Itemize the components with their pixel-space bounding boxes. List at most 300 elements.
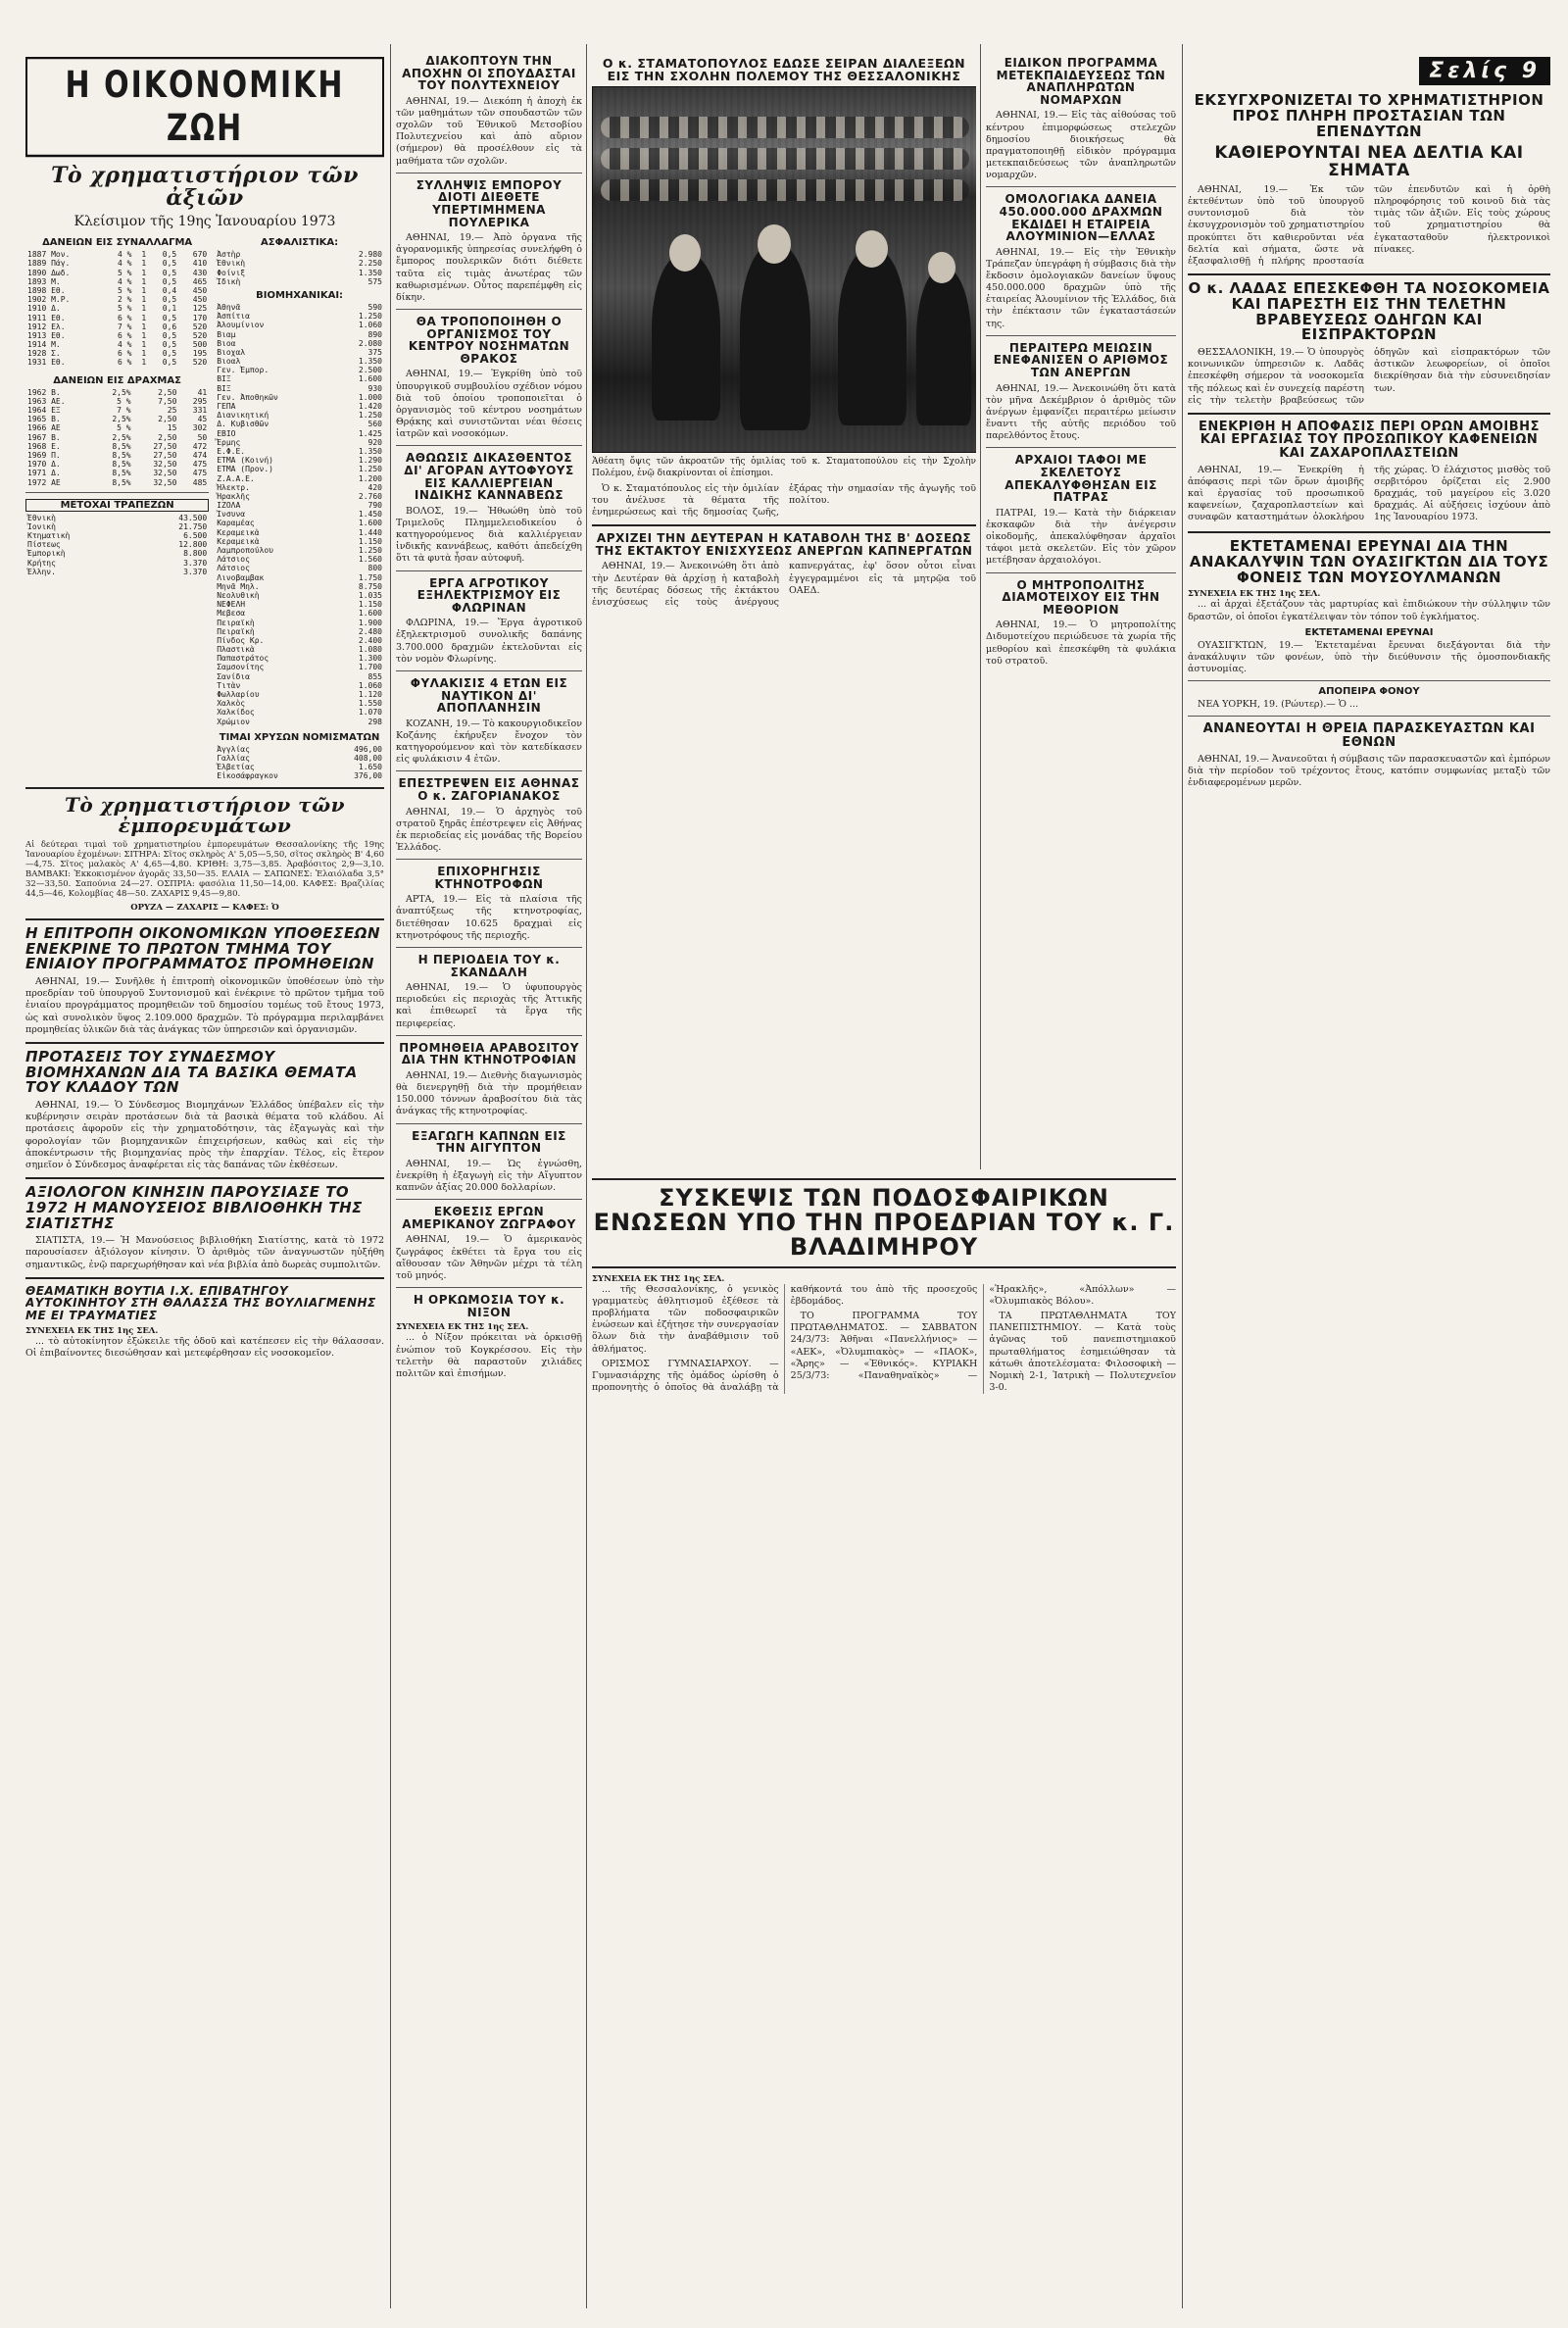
- students-headline: ΔΙΑΚΟΠΤΟΥΝ ΤΗΝ ΑΠΟΧΗΝ ΟΙ ΣΠΟΥΔΑΣΤΑΙ ΤΟΥ ΠΟΛΥΤΕΧΝΕΙΟΥ: [402, 54, 576, 93]
- proposals-text: ΑΘΗΝΑΙ, 19.— Ὁ Σύνδεσμος Βιομηχάνων Ἑλλάδος ὑπέβαλεν εἰς τὴν κυβέρνησιν σειρὰν προτάσεων διὰ τὰ βασικὰ θέματα τοῦ κλάδου. Αἱ προτάσεις ἀφοροῦν εἰς τὴν χρηματοδότησιν, τὰς ἐξαγωγὰς καὶ τὴν φορολογίαν τῶν βιομηχανικῶν ἐπιχειρήσεων, καθὼς καὶ εἰς τὴν ἀποκέντρωσιν τῆς βιομηχανίας πρὸς τὴν ἐπαρχίαν. Τέλος, εἰς ἕτερον σημεῖον ὁ Σύνδεσμος ἀναφέρεται εἰς τὰς δαπάνας τῶν ἐκθέσεων.: [25, 1100, 384, 1170]
- loans-dr-row-cell: 1963 ΑΕ.: [27, 396, 66, 406]
- industrial-row-cell: 1.290: [358, 456, 382, 466]
- loans-dr-row: [25, 415, 209, 423]
- ladas-headline: Ο κ. ΛΑΔΑΣ ΕΠΕΣΚΕΦΘΗ ΤΑ ΝΟΣΟΚΟΜΕΙΑ ΚΑΙ ΠΑΡΕΣΤΗ ΕΙΣ ΤΗΝ ΤΕΛΕΤΗΝ ΒΡΑΒΕΥΣΕΩΣ ΟΔΗΓΩΝ ΚΑΙ ΕΙΣΠΡΑΚΤΟΡΩΝ: [1188, 279, 1550, 344]
- bank-share-row: [25, 549, 209, 558]
- loans-fx-row-cell: 1: [141, 322, 147, 331]
- industrial-row: [215, 600, 384, 609]
- industrial-row-cell: Καραμέας: [217, 519, 255, 528]
- painter-headline: ΕΚΘΕΣΙΣ ΕΡΓΩΝ ΑΜΕΡΙΚΑΝΟΥ ΖΩΓΡΑΦΟΥ: [402, 1205, 576, 1231]
- industrial-row-cell: 1.600: [358, 374, 382, 384]
- loans-dr-row-cell: 1967 Β.: [27, 432, 61, 442]
- industrial-table: [215, 303, 384, 726]
- loans-fx-row-cell: 4 %: [117, 259, 132, 269]
- football-paragraph-c: ΤΟ ΠΡΟΓΡΑΜΜΑ ΤΟΥ ΠΡΩΤΑΘΛΗΜΑΤΟΣ. — ΣΑΒΒΑΤΟΝ 24/3/73: Ἀθῆναι «Πανελλήνιος» — «ΑΕΚ», «Ὀλυμπιακὸς» — «ΠΑΟΚ», «Ἄρης» — «Ἐθνικός». ΚΥΡΙΑΚΗ 25/3/73: «Παναθηναϊκὸς» — «Ἡρακλῆς», «Ἀπόλλων» — «Ὀλυμπιακὸς Βόλου».: [790, 1283, 1176, 1381]
- industrial-row-cell: 1.060: [358, 321, 382, 330]
- loans-dr-row-cell: 1966 ΑΕ: [27, 423, 61, 433]
- renewal-text: ΑΘΗΝΑΙ, 19.— Ἀνανεοῦται ἡ σύμβασις τῶν παρασκευαστῶν καὶ ἐμπόρων διὰ τὴν περίοδον τοῦ τρέχοντος ἔτους, κατόπιν συμφωνίας μεταξὺ τῶν ἐνδιαφερομένων μερῶν.: [1188, 753, 1550, 788]
- gold-heading: ΤΙΜΑΙ ΧΡΥΣΩΝ ΝΟΜΙΣΜΑΤΩΝ: [219, 731, 380, 743]
- loans-fx-row-cell: 1913 Εθ.: [27, 330, 66, 340]
- industrial-row-cell: Ἰνσυνα: [217, 510, 246, 520]
- ladas-text: ΘΕΣΣΑΛΟΝΙΚΗ, 19.— Ὁ ὑπουργὸς κοινωνικῶν ὑπηρεσιῶν κ. Λαδᾶς ἐπεσκέφθη σήμερον τὰ νοσοκομεῖα τῆς πόλεως καὶ ἐν συνεχείᾳ παρέστη εἰς τὴν τελετὴν βραβεύσεως τῶν ὁδηγῶν καὶ εἰσπρακτόρων τῶν ἀστικῶν λεωφορείων, οἱ ὁποῖοι διεκρίθησαν διὰ τὴν εὐσυνειδησίαν των.: [1188, 347, 1550, 406]
- column-5: [1188, 57, 1550, 2311]
- industrial-row-cell: Κεραμεικὰ: [217, 527, 260, 537]
- loans-dr-row-cell: 8,5%: [112, 469, 131, 478]
- statistics-text: ΣΙΑΤΙΣΤΑ, 19.— Ἡ Μανούσειος βιβλιοθήκη Σιατίστης, κατὰ τὸ 1972 παρουσίασεν ἀξιόλογον κίνησιν. Ὁ ἀριθμὸς τῶν ἀναγνωστῶν ηὐξήθη σημαντικῶς, ἐνῷ παρεχωρήθησαν καὶ νέα βιβλία ἀπὸ δωρεὰς συμπολιτῶν.: [25, 1235, 384, 1270]
- photo-caption: Ἀθέατη ὄψις τῶν ἀκροατῶν τῆς ὁμιλίας τοῦ κ. Σταματοπούλου εἰς τὴν Σχολὴν Πολέμου, ἐνῷ διακρίνονται οἱ ἐπίσημοι.: [592, 457, 976, 478]
- loans-fx-row-cell: 1911 Εθ.: [27, 313, 66, 322]
- industrial-row-cell: 298: [368, 717, 382, 726]
- industrial-row: [215, 636, 384, 645]
- industrial-row-cell: ΒΙΞ: [217, 383, 231, 393]
- loans-dr-row-cell: 2,50: [158, 387, 177, 397]
- gold-row-cell: Ἀγγλίας: [217, 744, 250, 754]
- industrial-row-cell: Χρώμιον: [217, 717, 250, 726]
- loans-dr-row-cell: 474: [192, 450, 208, 460]
- loans-fx-row: [25, 349, 209, 358]
- industrial-row-cell: 1.350: [358, 446, 382, 456]
- industrial-row-cell: 590: [368, 302, 382, 312]
- lecture-photo: [592, 86, 976, 453]
- football-paragraph-b: ΟΡΙΣΜΟΣ ΓΥΜΝΑΣΙΑΡΧΟΥ. — Γυμνασιάρχης τῆς ὁμάδος ὡρίσθη ὁ προπονητὴς ὁ ὁποῖος θὰ ἀναλάβῃ τὰ καθήκοντά του ἀπὸ τῆς προσεχοῦς ἑβδομάδος.: [592, 1283, 978, 1393]
- loans-fx-row-cell: 1893 Μ.: [27, 276, 61, 286]
- loans-fx-row-cell: 1: [141, 340, 147, 350]
- bank-share-row-cell: 21.750: [178, 521, 208, 531]
- gold-row: [215, 754, 384, 763]
- industrial-row: [215, 492, 384, 501]
- car-text: ... τὸ αὐτοκίνητον ἐξώκειλε τῆς ὁδοῦ καὶ κατέπεσεν εἰς τὴν θάλασσαν. Οἱ ἐπιβαίνοντες διεσώθησαν καὶ μετεφέρθησαν εἰς νοσοκομεῖον.: [25, 1335, 384, 1359]
- loans-fx-row-cell: 170: [192, 313, 208, 322]
- cannabis-headline: ΑΘΩΩΣΙΣ ΔΙΚΑΣΘΕΝΤΟΣ ΔΙ' ΑΓΟΡΑΝ ΑΥΤΟΦΥΟΥΣ ΕΙΣ ΚΑΛΛΙΕΡΓΕΙΑΝ ΙΝΔΙΚΗΣ ΚΑΝΝΑΒΕΩΣ: [404, 451, 574, 503]
- industrial-row-cell: 1.250: [358, 312, 382, 322]
- industrial-row: [215, 483, 384, 492]
- loans-dr-row-cell: 2,5%: [112, 387, 131, 397]
- loans-fx-row-cell: 7 %: [117, 322, 132, 331]
- loans-fx-row-cell: 0,5: [162, 349, 177, 359]
- insurance-row: [215, 250, 384, 259]
- industrial-row-cell: 2.760: [358, 491, 382, 501]
- murders-text-2: ΟΥΑΣΙΓΚΤΩΝ, 19.— Ἐκτεταμέναι ἔρευναι διεξάγονται διὰ τὴν ἀνακάλυψιν τῶν φονέων, ὑπὸ τὴν διεύθυνσιν τῆς ὁμοσπονδιακῆς ἀστυνομίας.: [1188, 639, 1550, 675]
- industrial-row-cell: 790: [368, 501, 382, 511]
- industrial-row-cell: Λινοβαμβακ: [217, 572, 265, 582]
- industrial-row: [215, 374, 384, 383]
- column-1: [25, 57, 384, 2311]
- loans-fx-row-cell: 4 %: [117, 250, 132, 260]
- industrial-row-cell: 1.120: [358, 690, 382, 699]
- loans-fx-row-cell: 450: [192, 295, 208, 305]
- metropolitan-text: ΑΘΗΝΑΙ, 19.— Ὁ μητροπολίτης Διδυμοτείχου περιώδευσε τὰ χωρία τῆς μεθορίου καὶ ἐπεσκέφθη τὰ φυλάκια τοῦ στρατοῦ.: [986, 619, 1176, 667]
- loans-dr-row: [25, 388, 209, 397]
- thrace-text: ΑΘΗΝΑΙ, 19.— Ἐγκρίθη ὑπὸ τοῦ ὑπουργικοῦ συμβουλίου σχέδιον νόμου διὰ τοῦ ὁποίου τροποποιεῖται ὁ ὀργανισμὸς τοῦ κέντρου νοσημάτων Θρᾴκης καὶ συνιστῶνται νέαι θέσεις ἰατρῶν καὶ νοσοκόμων.: [396, 369, 582, 440]
- bank-share-row: [25, 514, 209, 522]
- industrial-row-cell: 2.500: [358, 366, 382, 375]
- industrial-row-cell: Διανικητική: [217, 411, 270, 421]
- industrial-row-cell: 1.550: [358, 699, 382, 709]
- football-headline: ΣΥΣΚΕΨΙΣ ΤΩΝ ΠΟΔΟΣΦΑΙΡΙΚΩΝ ΕΝΩΣΕΩΝ ΥΠΟ ΤΗΝ ΠΡΟΕΔΡΙΑΝ ΤΟΥ κ. Γ. ΒΛΑΔΙΜΗΡΟΥ: [593, 1184, 1175, 1262]
- industrial-row: [215, 474, 384, 483]
- industrial-row-cell: 1.250: [358, 411, 382, 421]
- industrial-row-cell: 1.750: [358, 572, 382, 582]
- industrial-row-cell: Βιαμ: [217, 329, 236, 339]
- industrial-row-cell: Νεολυθικὴ: [217, 590, 260, 600]
- industrial-row: [215, 591, 384, 600]
- bank-share-row-cell: Ἐμπορικὴ: [27, 549, 66, 559]
- traders-headline: ΣΥΛΛΗΨΙΣ ΕΜΠΟΡΟΥ ΔΙΟΤΙ ΔΙΕΘΕΤΕ ΥΠΕΡΤΙΜΗΜΕΝΑ ΠΟΥΛΕΡΙΚΑ: [416, 177, 563, 229]
- skandalis-text: ΑΘΗΝΑΙ, 19.— Ὁ ὑφυπουργὸς περιοδεύει εἰς περιοχὰς τῆς Ἀττικῆς καὶ ἐπιθεωρεῖ τὰ ἔργα τῆς περιφερείας.: [396, 982, 582, 1029]
- commodities-footer: ΟΡΥΖΑ — ΖΑΧΑΡΙΣ — ΚΑΦΕΣ: Ὀ: [130, 902, 279, 913]
- industrial-row: [215, 627, 384, 636]
- insurance-row-cell: Ἰδικὴ: [217, 276, 241, 286]
- bank-share-row: [25, 522, 209, 531]
- industrial-row-cell: Σανίδια: [217, 671, 250, 681]
- prefects-headline: ΕΙΔΙΚΟΝ ΠΡΟΓΡΑΜΜΑ ΜΕΤΕΚΠΑΙΔΕΥΣΕΩΣ ΤΩΝ ΑΝΑΠΛΗΡΩΤΩΝ ΝΟΜΑΡΧΩΝ: [996, 56, 1166, 107]
- loans-fx-row-cell: 520: [192, 358, 208, 368]
- industrial-row-cell: Δ. Κυβισθῶν: [217, 420, 270, 429]
- industrial-row-cell: 1.150: [358, 536, 382, 546]
- loans-fx-row-cell: 1898 Εθ.: [27, 285, 66, 295]
- industrial-row-cell: Πλαστικὰ: [217, 645, 255, 655]
- industrial-row-cell: Πίνδος Κρ.: [217, 635, 265, 645]
- nixon-continuation: ΣΥΝΕΧΕΙΑ ΕΚ ΤΗΣ 1ης ΣΕΛ.: [396, 1322, 529, 1333]
- livestock-headline: ΕΠΙΧΟΡΗΓΗΣΙΣ ΚΤΗΝΟΤΡΟΦΩΝ: [434, 865, 544, 891]
- industrial-row-cell: 1.250: [358, 546, 382, 555]
- closing-date: Κλείσιμον τῆς 19ης Ἰανουαρίου 1973: [74, 214, 336, 230]
- industrial-row-cell: ΕΤΜΑ (Κοινή): [217, 456, 273, 466]
- gold-row: [215, 745, 384, 754]
- column-3-photo-story: [592, 51, 976, 1168]
- exchange-text: ΑΘΗΝΑΙ, 19.— Ἐκ τῶν ἐκτεθέντων ὑπὸ τοῦ ὑπουργοῦ συντονισμοῦ διὰ τὸν ἐκσυγχρονισμὸν τοῦ χρηματιστηρίου προκύπτει ὅτι καθιεροῦνται νέα δελτία καὶ σήματα, ὥστε νὰ ἐξασφαλισθῇ ἡ πλήρης προστασία τῶν ἐπενδυτῶν καὶ ἡ ὀρθὴ πληροφόρησις τοῦ κοινοῦ διὰ τὰς τιμὰς τῶν ἀξιῶν. Εἰς τοὺς χώρους τοῦ χρηματιστηρίου θὰ ἐγκατασταθοῦν ἠλεκτρονικοὶ πίνακες.: [1188, 183, 1550, 267]
- industrial-row-cell: Ἀθηνᾶ: [217, 302, 241, 312]
- exchange-subheadline: ΚΑΘΙΕΡΟΥΝΤΑΙ ΝΕΑ ΔΕΛΤΙΑ ΚΑΙ ΣΗΜΑΤΑ: [1214, 143, 1524, 181]
- industrial-row-cell: 1.350: [358, 357, 382, 367]
- industrial-row: [215, 456, 384, 465]
- loans-dr-row-cell: 5 %: [117, 396, 131, 406]
- loans-fx-row-cell: 520: [192, 322, 208, 331]
- industrial-row-cell: 420: [368, 482, 382, 492]
- loans-fx-row: [25, 358, 209, 367]
- florina-headline: ΕΡΓΑ ΑΓΡΟΤΙΚΟΥ ΕΞΗΛΕΚΤΡΙΣΜΟΥ ΕΙΣ ΦΛΩΡΙΝΑΝ: [416, 575, 562, 615]
- commodities-text: Αἱ δεύτεραι τιμαὶ τοῦ χρηματιστηρίου ἐμπορευμάτων Θεσσαλονίκης τῆς 19ης Ἰανουαρίου ἐχομένων: ΣΙΤΗΡΑ: Σῖτος σκληρὸς Α' 5,05—5,50, σῖτος σκληρὸς Β' 4,60—4,75. Σῖτος μαλακὸς Α' 4,65—4,80. ΚΡΙΘΗ: 3,75—3,85. Ἀραβόσιτος 2,9—3,10. ΒΑΜΒΑΚΙ: Ἐκκοκισμένον ἀγορᾶς 33,50—35. ΕΛΑΙΑ — ΣΑΠΩΝΕΣ: Ἐλαιόλαδα 3,5° 32—33,50. Σαπούνια 24—27. ΟΣΠΡΙΑ: φασόλια 11,50—14,00. ΚΑΦΕΣ: Βραζιλίας 44,5—46, Κολομβίας 48—50. ΖΑΧΑΡΙΣ 9,45—9,80.: [25, 839, 384, 900]
- loans-dr-row-cell: 8,5%: [112, 460, 131, 470]
- bank-share-row-cell: 43.500: [178, 513, 208, 522]
- loans-dr-row-cell: 2,5%: [112, 432, 131, 442]
- insurance-row-cell: Ἐθνικὴ: [217, 259, 246, 269]
- loans-fx-row-cell: 500: [192, 340, 208, 350]
- loans-dr-row-cell: 2,5%: [112, 415, 131, 424]
- industrial-row-cell: 375: [368, 347, 382, 357]
- unemployed-text: ΑΘΗΝΑΙ, 19.— Ἀνεκοινώθη ὅτι ἀπὸ τὴν Δευτέραν θὰ ἀρχίσῃ ἡ καταβολὴ τῆς δευτέρας δόσεως τῆς ἐκτάκτου ἐνισχύσεως εἰς τοὺς ἀνέργους καπνεργάτας, ἐφ' ὅσον οὗτοι εἶναι ἐγγεγραμμένοι εἰς τὰ μητρῷα τοῦ ΟΑΕΔ.: [592, 561, 976, 608]
- florina-text: ΦΛΩΡΙΝΑ, 19.— Ἔργα ἀγροτικοῦ ἐξηλεκτρισμοῦ συνολικῆς δαπάνης 3.700.000 δραχμῶν ἐκτελοῦνται εἰς τὸν νομὸν Φλωρίνης.: [396, 618, 582, 665]
- industrial-row: [215, 645, 384, 654]
- loans-dr-row-cell: 8,5%: [112, 450, 131, 460]
- industrial-row: [215, 465, 384, 473]
- bank-share-row: [25, 540, 209, 549]
- bank-share-row-cell: Ἰονικὴ: [27, 521, 56, 531]
- loans-fx-row-cell: 0,5: [162, 259, 177, 269]
- industrial-row-cell: 1.900: [358, 618, 382, 627]
- loans-fx-row-cell: 1890 Δωδ.: [27, 268, 71, 277]
- loans-dr-row-cell: 475: [192, 469, 208, 478]
- car-continuation: ΣΥΝΕΧΕΙΑ ΕΚ ΤΗΣ 1ης ΣΕΛ.: [25, 1325, 159, 1336]
- loans-dr-row: [25, 469, 209, 477]
- bank-share-row-cell: 6.500: [183, 531, 208, 541]
- industrial-row-cell: Λάτσιος: [217, 564, 250, 573]
- loans-fx-row-cell: 430: [192, 268, 208, 277]
- industrial-row-cell: 2.480: [358, 626, 382, 636]
- loans-fx-row-cell: 0,5: [162, 295, 177, 305]
- insurance-row-cell: Ἀστὴρ: [217, 250, 241, 260]
- industrial-heading: ΒΙΟΜΗΧΑΝΙΚΑΙ:: [256, 289, 344, 301]
- football-story: [592, 1172, 1176, 2309]
- renewal-headline: ΑΝΑΝΕΟΥΤΑΙ Η ΘΡΕΙΑ ΠΑΡΑΣΚΕΥΑΣΤΩΝ ΚΑΙ ΕΘΝΩΝ: [1202, 721, 1536, 751]
- naval-text: ΚΟΖΑΝΗ, 19.— Τὸ κακουργιοδικεῖον Κοζάνης ἐκήρυξεν ἔνοχον τὸν κατηγορούμενον καὶ τὸν κατεδίκασεν εἰς φυλάκισιν 4 ἐτῶν.: [396, 718, 582, 766]
- loans-fx-row-cell: 1912 Ελ.: [27, 322, 66, 331]
- industrial-row: [215, 429, 384, 438]
- zagorianakos-text: ΑΘΗΝΑΙ, 19.— Ὁ ἀρχηγὸς τοῦ στρατοῦ ξηρᾶς ἐπέστρεψεν εἰς Ἀθήνας ἐκ περιοδείας εἰς μονάδας τῆς Βορείου Ἑλλάδος.: [396, 806, 582, 853]
- loans-dr-row-cell: 1972 ΑΕ: [27, 477, 61, 487]
- tobacco-headline: ΕΞΑΓΩΓΗ ΚΑΠΝΩΝ ΕΙΣ ΤΗΝ ΑΙΓΥΠΤΟΝ: [412, 1128, 566, 1156]
- industrial-row: [215, 330, 384, 339]
- loans-fx-row-cell: 1910 Δ.: [27, 304, 61, 314]
- column-4: [986, 51, 1176, 1168]
- industrial-row: [215, 321, 384, 329]
- bank-share-row-cell: 12.800: [178, 540, 208, 550]
- livestock-text: ΑΡΤΑ, 19.— Εἰς τὰ πλαίσια τῆς ἀναπτύξεως τῆς κτηνοτροφίας, διετέθησαν 10.625 δραχμαὶ εἰς κτηνοτρόφους τῆς περιοχῆς.: [396, 894, 582, 941]
- industrial-row: [215, 564, 384, 572]
- loans-dr-row-cell: 295: [192, 396, 208, 406]
- gold-row-cell: Εἰκοσάφραγκον: [217, 771, 278, 781]
- industrial-row: [215, 690, 384, 699]
- bank-share-row-cell: 3.370: [183, 567, 208, 576]
- loans-fx-row-cell: 0,5: [162, 313, 177, 322]
- commission-headline: Η ΕΠΙΤΡΟΠΗ ΟΙΚΟΝΟΜΙΚΩΝ ΥΠΟΘΕΣΕΩΝ ΕΝΕΚΡΙΝΕ ΤΟ ΠΡΩΤΟΝ ΤΜΗΜΑ ΤΟΥ ΕΝΙΑΙΟΥ ΠΡΟΓΡΑΜΜΑΤΟΣ ΠΡΟΜΗΘΕΙΩΝ: [25, 923, 381, 973]
- car-headline: ΘΕΑΜΑΤΙΚΗ ΒΟΥΤΙΑ Ι.Χ. ΕΠΙΒΑΤΗΓΟΥ ΑΥΤΟΚΙΝΗΤΟΥ ΣΤΗ ΘΑΛΑΣΣΑ ΤΗΣ ΒΟΥΛΙΑΓΜΕΝΗΣ ΜΕ ΕΙ ΤΡΑΥΜΑΤΙΕΣ: [25, 1283, 376, 1322]
- murders-headline: ΕΚΤΕΤΑΜΕΝΑΙ ΕΡΕΥΝΑΙ ΔΙΑ ΤΗΝ ΑΝΑΚΑΛΥΨΙΝ ΤΩΝ ΟΥΑΣΙΓΚΤΩΝ ΔΙΑ ΤΟΥΣ ΦΟΝΕΙΣ ΤΩΝ ΜΟΥΣΟΥΛΜΑΝΩΝ: [1189, 537, 1549, 586]
- industrial-row: [215, 303, 384, 312]
- metropolitan-headline: Ο ΜΗΤΡΟΠΟΛΙΤΗΣ ΔΙΑΜΟΤΕΙΧΟΥ ΕΙΣ ΤΗΝ ΜΕΘΟΡΙΟΝ: [1002, 577, 1160, 617]
- loans-fx-row-cell: 0,5: [162, 268, 177, 277]
- bank-share-row-cell: Πίστεως: [27, 540, 61, 550]
- industrial-row-cell: Πειραϊκὴ: [217, 626, 255, 636]
- industrial-row-cell: 855: [368, 671, 382, 681]
- loans-fx-row-cell: 1914 Μ.: [27, 340, 61, 350]
- industrial-row-cell: ΕΤΜΑ (Προν.): [217, 465, 273, 474]
- loans-fx-row-cell: 0,5: [162, 250, 177, 260]
- industrial-row-cell: Ζ.Α.Α.Ε.: [217, 473, 255, 483]
- loans-dr-row-cell: 331: [192, 406, 208, 415]
- gold-row-cell: 1.650: [358, 763, 382, 772]
- industrial-row: [215, 654, 384, 663]
- industrial-row-cell: Ἠλεκτρ.: [217, 482, 250, 492]
- industrial-row-cell: Κεραμεικὰ: [217, 536, 260, 546]
- industrial-row: [215, 546, 384, 555]
- industrial-row-cell: Πειραϊκὴ: [217, 618, 255, 627]
- industrial-row-cell: 930: [368, 383, 382, 393]
- loans-dr-row-cell: 8,5%: [112, 441, 131, 451]
- loans-dr-row: [25, 433, 209, 442]
- industrial-row-cell: Γεν. Ἐμπορ.: [217, 366, 270, 375]
- bank-share-row-cell: 8.800: [183, 549, 208, 559]
- bank-share-row-cell: Ἐθνικὴ: [27, 513, 56, 522]
- industrial-row-cell: Τιτὰν: [217, 680, 241, 690]
- industrial-row-cell: ΕΒΙΟ: [217, 428, 236, 438]
- industrial-row-cell: 8.750: [358, 581, 382, 591]
- industrial-row-cell: 800: [368, 564, 382, 573]
- loans-dr-row-cell: 7,50: [158, 396, 177, 406]
- loans-dr-row-cell: 1962 Β.: [27, 387, 61, 397]
- industrial-row-cell: Βιοαλ: [217, 357, 241, 367]
- loans-fx-row-cell: 1: [141, 268, 147, 277]
- loans-dr-row-cell: 25: [167, 406, 177, 415]
- industrial-row-cell: Μηνᾶ Μηλ.: [217, 581, 260, 591]
- loans-fx-row-cell: 1889 Πάγ.: [27, 259, 71, 269]
- cafe-text: ΑΘΗΝΑΙ, 19.— Ἐνεκρίθη ἡ ἀπόφασις περὶ τῶν ὅρων ἀμοιβῆς καὶ ἐργασίας τοῦ προσωπικοῦ καφενείων, ζαχαροπλαστείων καὶ συναφῶν καταστημάτων ὁλοκλήρου τῆς χώρας. Ὁ ἐλάχιστος μισθὸς τοῦ σερβιτόρου ὁρίζεται εἰς 2.900 δραχμάς, τοῦ μαγείρου εἰς 3.020 δραχμάς. Αἱ αὐξήσεις ἰσχύουν ἀπὸ 1ης Ἰανουαρίου 1973.: [1188, 464, 1550, 523]
- industrial-row: [215, 393, 384, 402]
- loans-fx-row-cell: 6 %: [117, 358, 132, 368]
- insurance-table: [215, 250, 384, 286]
- loans-fx-row: [25, 295, 209, 304]
- insurance-row-cell: 2.250: [358, 259, 382, 269]
- naval-headline: ΦΥΛΑΚΙΣΙΣ 4 ΕΤΩΝ ΕΙΣ ΝΑΥΤΙΚΟΝ ΔΙ' ΑΠΟΠΛΑΝΗΣΙΝ: [410, 675, 568, 716]
- photo-story-text: Ὁ κ. Σταματόπουλος εἰς τὴν ὁμιλίαν του ἀνέλυσε τὰ θέματα τῆς ἐνημερώσεως καὶ τῆς δημοσίας ζωῆς, ἐξάρας τὴν σημασίαν τῆς ἀγωγῆς τοῦ πολίτου.: [592, 482, 976, 519]
- murders-continuation: ΣΥΝΕΧΕΙΑ ΕΚ ΤΗΣ 1ης ΣΕΛ.: [1188, 589, 1321, 600]
- jobless-headline: ΠΕΡΑΙΤΕΡΩ ΜΕΙΩΣΙΝ ΕΝΕΦΑΝΙΣΕΝ Ο ΑΡΙΘΜΟΣ ΤΩΝ ΑΝΕΡΓΩΝ: [993, 340, 1169, 379]
- attempt-heading: ΑΠΟΠΕΙΡΑ ΦΟΝΟΥ: [1318, 686, 1420, 698]
- industrial-row-cell: Βιοχαλ: [217, 347, 246, 357]
- industrial-row: [215, 708, 384, 717]
- industrial-row-cell: Χαλκὸς: [217, 699, 246, 709]
- proposals-headline: ΠΡΟΤΑΣΕΙΣ ΤΟΥ ΣΥΝΔΕΣΜΟΥ ΒΙΟΜΗΧΑΝΩΝ ΔΙΑ ΤΑ ΒΑΣΙΚΑ ΘΕΜΑΤΑ ΤΟΥ ΚΛΑΔΟΥ ΤΩΝ: [25, 1047, 358, 1097]
- industrial-row-cell: Γεν. Ἀποθηκῶν: [217, 392, 278, 402]
- photo-story-headline: Ο κ. ΣΤΑΜΑΤΟΠΟΥΛΟΣ ΕΔΩΣΕ ΣΕΙΡΑΝ ΔΙΑΛΕΞΕΩΝ ΕΙΣ ΤΗΝ ΣΧΟΛΗΝ ΠΟΛΕΜΟΥ ΤΗΣ ΘΕΣΣΑΛΟΝΙΚΗΣ: [602, 56, 966, 84]
- tombs-headline: ΑΡΧΑΙΟΙ ΤΑΦΟΙ ΜΕ ΣΚΕΛΕΤΟΥΣ ΑΠΕΚΑΛΥΦΘΗΣΑΝ ΕΙΣ ΠΑΤΡΑΣ: [1004, 453, 1157, 505]
- industrial-row-cell: Ἀσπίτια: [217, 312, 250, 322]
- industrial-row: [215, 699, 384, 708]
- football-text: [592, 1284, 1176, 1394]
- industrial-row: [215, 537, 384, 546]
- gold-row-cell: Γαλλίας: [217, 753, 250, 763]
- loans-fx-row: [25, 269, 209, 277]
- industrial-row: [215, 420, 384, 428]
- loans-dr-row-cell: 1965 Β.: [27, 415, 61, 424]
- industrial-row-cell: 1.600: [358, 519, 382, 528]
- industrial-row-cell: 890: [368, 329, 382, 339]
- industrial-row: [215, 663, 384, 671]
- loans-dr-row-cell: 32,50: [153, 477, 177, 487]
- insurance-industrial-block: [215, 233, 384, 780]
- loans-fx-row-cell: 125: [192, 304, 208, 314]
- insurance-row: [215, 269, 384, 277]
- loans-fx-row-cell: 2 %: [117, 295, 132, 305]
- loans-fx-row: [25, 259, 209, 268]
- loans-fx-row: [25, 286, 209, 295]
- industrial-row: [215, 528, 384, 537]
- loans-dr-row-cell: 302: [192, 423, 208, 433]
- loans-fx-row: [25, 340, 209, 349]
- loans-dr-row-cell: 45: [197, 415, 208, 424]
- football-paragraph-a: ... τῆς Θεσσαλονίκης, ὁ γενικὸς γραμματεὺς ἀθλητισμοῦ ἐξέθεσε τὰ προβλήματα τῶν ποδοσφαιρικῶν ἑνώσεων καὶ ἐζήτησε τὴν συνεργασίαν ὅλων διὰ τὴν ἀναβάθμισιν τοῦ ἀθλήματος.: [592, 1283, 779, 1355]
- industrial-row-cell: 1.300: [358, 654, 382, 664]
- loans-dr-row-cell: 1968 Ε.: [27, 441, 61, 451]
- nixon-headline: Η ΟΡΚΩΜΟΣΙΑ ΤΟΥ κ. ΝΙΞΟΝ: [413, 1293, 565, 1319]
- industrial-row: [215, 501, 384, 510]
- exchange-headline: ΕΚΣΥΓΧΡΟΝΙΖΕΤΑΙ ΤΟ ΧΡΗΜΑΤΙΣΤΗΡΙΟΝ ΠΡΟΣ ΠΛΗΡΗ ΠΡΟΣΤΑΣΙΑΝ ΤΩΝ ΕΠΕΝΔΥΤΩΝ: [1194, 91, 1544, 140]
- insurance-row-cell: 2.980: [358, 250, 382, 260]
- page-number-badge: Σελίς 9: [1419, 57, 1550, 85]
- industrial-row-cell: 1.425: [358, 428, 382, 438]
- murders-text: ... αἱ ἀρχαὶ ἐξετάζουν τὰς μαρτυρίας καὶ ἐπιδιώκουν τὴν σύλληψιν τῶν δραστῶν, οἱ ὁποῖοι ἐγκατέλειψαν τὸν τόπον τοῦ ἐγκλήματος.: [1188, 599, 1550, 622]
- jobless-text: ΑΘΗΝΑΙ, 19.— Ἀνεκοινώθη ὅτι κατὰ τὸν μῆνα Δεκέμβριον ὁ ἀριθμὸς τῶν ἀνέργων ἐμφανίζει περαιτέρω μείωσιν ἔναντι τῆς αὐτῆς περιόδου τοῦ παρελθόντος ἔτους.: [986, 382, 1176, 442]
- loans-fx-row-cell: 0,4: [162, 285, 177, 295]
- industrial-row-cell: Λαμπροπούλου: [217, 546, 273, 555]
- loans-fx-row-cell: 1931 Εθ.: [27, 358, 66, 368]
- loans-dr-row-cell: 472: [192, 441, 208, 451]
- industrial-row-cell: Μεβεσα: [217, 609, 246, 619]
- loans-dr-row-cell: 15: [167, 423, 177, 433]
- loans-fx-row: [25, 314, 209, 322]
- gold-table: [215, 745, 384, 781]
- loans-dr-row: [25, 478, 209, 487]
- loans-fx-block: [25, 233, 209, 780]
- loans-dr-row-cell: 27,50: [153, 450, 177, 460]
- industrial-row: [215, 438, 384, 447]
- loans-dr-row-cell: 1970 Δ.: [27, 460, 61, 470]
- commission-text: ΑΘΗΝΑΙ, 19.— Συνῆλθε ἡ ἐπιτροπὴ οἰκονομικῶν ὑποθέσεων ὑπὸ τὴν προεδρίαν τοῦ ὑπουργοῦ Συντονισμοῦ καὶ ἐνέκρινε τὸ πρῶτον τμῆμα τοῦ ἑνιαίου προγράμματος προμηθειῶν τοῦ δημοσίου τομέως τοῦ ἔτους 1973, ὡς καὶ συνολικὸν ὕψος 2.109.000 δραχμῶν. Τὸ πρόγραμμα περιλαμβάνει προμηθείας ὑλικῶν διὰ τὰς ἀνάγκας τῶν ὑπηρεσιῶν καὶ ὀργανισμῶν.: [25, 976, 384, 1035]
- industrial-row-cell: 2.080: [358, 338, 382, 348]
- industrial-row-cell: Ε.Φ.Ε.: [217, 446, 246, 456]
- loans-fx-row-cell: 4 %: [117, 276, 132, 286]
- cafe-headline: ΕΝΕΚΡΙΘΗ Η ΑΠΟΦΑΣΙΣ ΠΕΡΙ ΟΡΩΝ ΑΜΟΙΒΗΣ ΚΑΙ ΕΡΓΑΣΙΑΣ ΤΟΥ ΠΡΟΣΩΠΙΚΟΥ ΚΑΦΕΝΕΙΩΝ ΚΑΙ ΖΑΧΑΡΟΠΛΑΣΤΕΙΩΝ: [1199, 419, 1540, 462]
- loans-fx-row-cell: 410: [192, 259, 208, 269]
- loans-fx-row-cell: 465: [192, 276, 208, 286]
- loans-dr-table: [25, 388, 209, 487]
- loans-fx-row-cell: 1: [141, 330, 147, 340]
- painter-text: ΑΘΗΝΑΙ, 19.— Ὁ ἀμερικανὸς ζωγράφος ἐκθέτει τὰ ἔργα του εἰς αἴθουσαν τῶν Ἀθηνῶν μέχρι τὰ τέλη τοῦ μηνός.: [396, 1234, 582, 1281]
- industrial-row-cell: Ἀλουμίνιον: [217, 321, 265, 330]
- industrial-row-cell: ΓΕΠΑ: [217, 402, 236, 411]
- industrial-row-cell: 1.035: [358, 590, 382, 600]
- insurance-row-cell: 1.350: [358, 268, 382, 277]
- loans-dr-row: [25, 397, 209, 406]
- bank-share-row: [25, 568, 209, 576]
- industrial-row-cell: Βιοα: [217, 338, 236, 348]
- insurance-row: [215, 259, 384, 268]
- industrial-row: [215, 510, 384, 519]
- industrial-row-cell: Ἡρακλῆς: [217, 491, 250, 501]
- loans-fx-row-cell: 0,5: [162, 330, 177, 340]
- industrial-row-cell: 1.700: [358, 663, 382, 672]
- loans-dr-row-cell: 50: [197, 432, 208, 442]
- loans-fx-row-cell: 1: [141, 285, 147, 295]
- traders-text: ΑΘΗΝΑΙ, 19.— Ἀπὸ ὀργανα τῆς ἀγορανομικῆς ὑπηρεσίας συνελήφθη ὁ ἔμπορος πουλερικῶν διότι διέθετε ταῦτα εἰς τιμὰς ἀνωτέρας τῶν καθωρισμένων. Οὗτος παρεπέμφθη εἰς δίκην.: [396, 232, 582, 303]
- loans-fx-row-cell: 0,1: [162, 304, 177, 314]
- loans-fx-row-cell: 670: [192, 250, 208, 260]
- tobacco-text: ΑΘΗΝΑΙ, 19.— Ὡς ἐγνώσθη, ἐνεκρίθη ἡ ἐξαγωγὴ εἰς τὴν Αἴγυπτον καπνῶν ἀξίας 20.000 δολλαρίων.: [396, 1158, 582, 1194]
- industrial-row-cell: Λάτσιος: [217, 555, 250, 565]
- unemployed-headline: ΑΡΧΙΖΕΙ ΤΗΝ ΔΕΥΤΕΡΑΝ Η ΚΑΤΑΒΟΛΗ ΤΗΣ Β' ΔΟΣΕΩΣ ΤΗΣ ΕΚΤΑΚΤΟΥ ΕΝΙΣΧΥΣΕΩΣ ΑΝΕΡΓΩΝ ΚΑΠΝΕΡΓΑΤΩΝ: [595, 531, 973, 558]
- commodities-title: Τὸ χρηματιστήριον τῶν ἐμπορευμάτων: [64, 792, 346, 837]
- section-masthead: Η ΟΙΚΟΝΟΜΙΚΗ ΖΩΗ: [25, 57, 384, 157]
- loans-dr-row-cell: 1971 Δ.: [27, 469, 61, 478]
- loans-dr-row-cell: 8,5%: [112, 477, 131, 487]
- industrial-row-cell: 1.440: [358, 527, 382, 537]
- industrial-row-cell: 1.600: [358, 609, 382, 619]
- skandalis-headline: Η ΠΕΡΙΟΔΕΙΑ ΤΟΥ κ. ΣΚΑΝΔΑΛΗ: [417, 952, 561, 979]
- industrial-row: [215, 672, 384, 681]
- loans-dr-row-cell: 5 %: [117, 423, 131, 433]
- loans-dr-row-cell: 32,50: [153, 460, 177, 470]
- bank-share-row-cell: Κτηματικὴ: [27, 531, 71, 541]
